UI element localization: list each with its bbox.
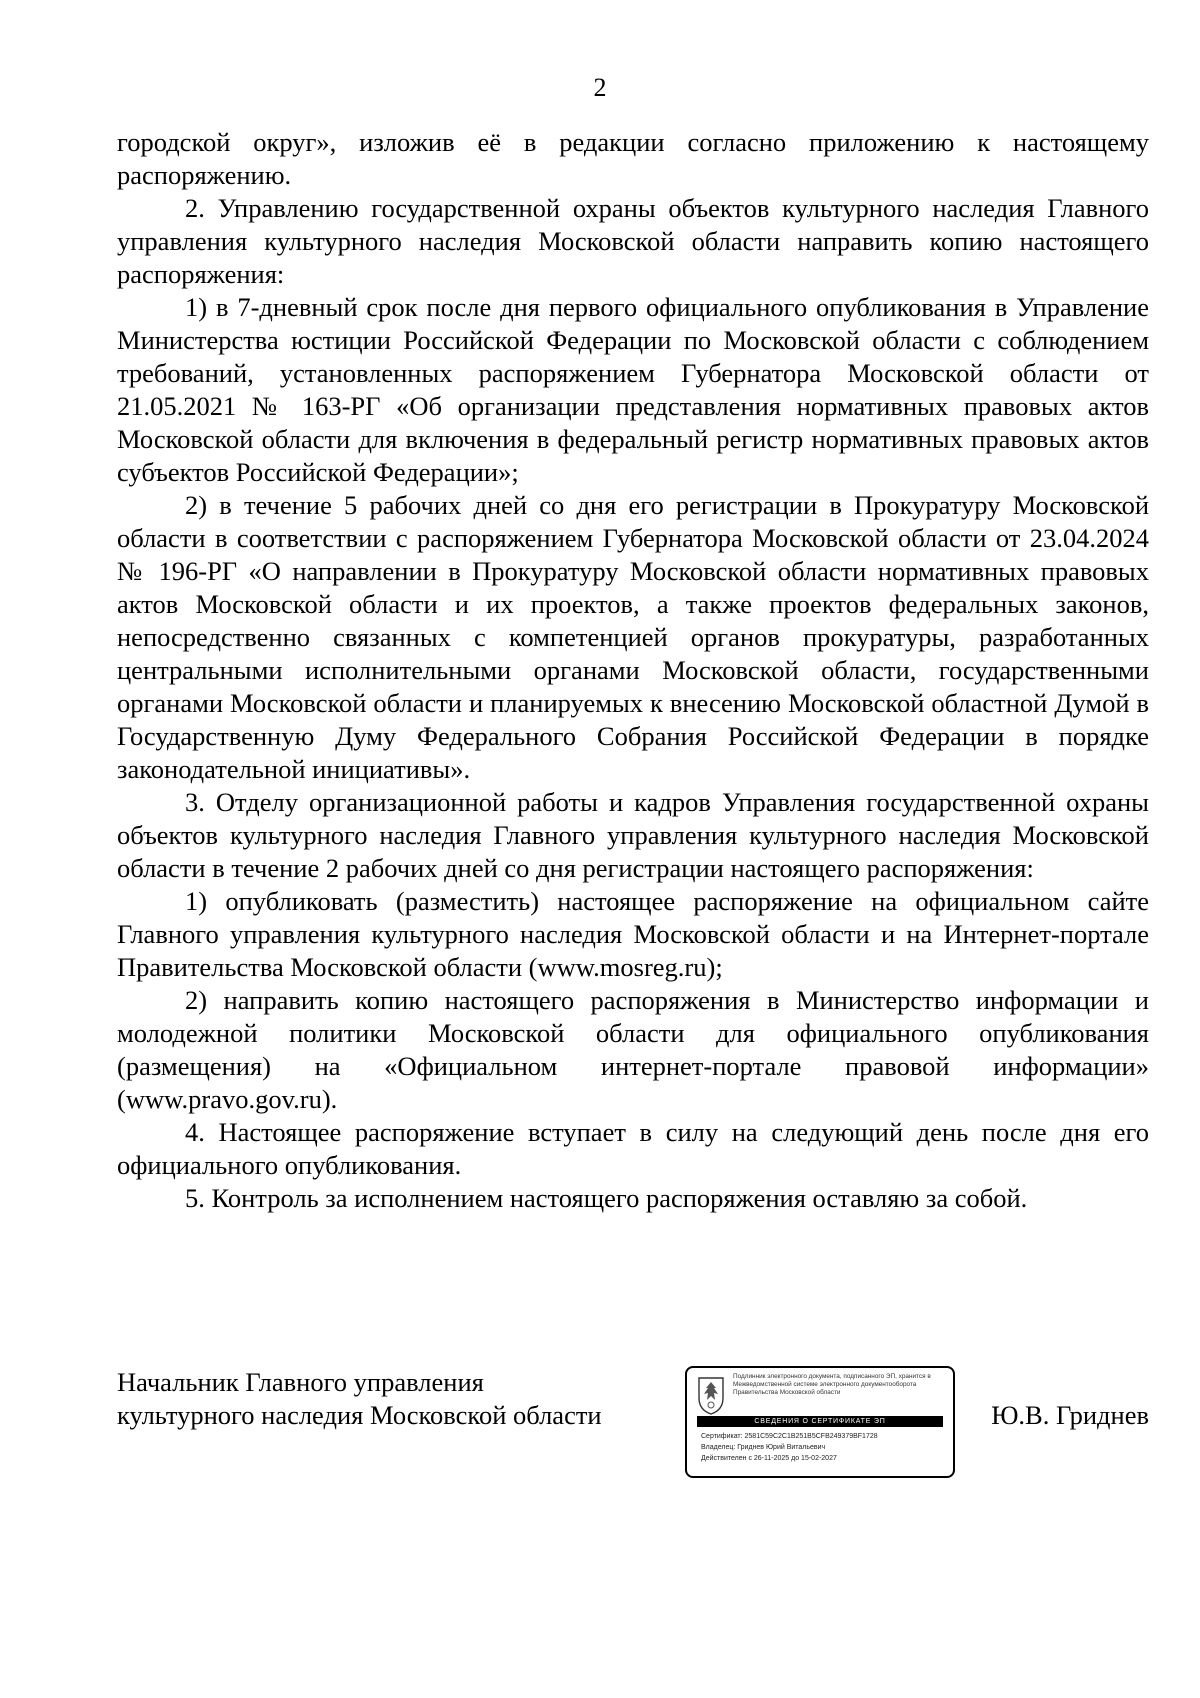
paragraph: 2. Управлению государственной охраны объектов культурного наследия Главного управления культурного наследия Московской области направить копию настоящего распоряжения: (117, 193, 1149, 289)
paragraph: 1) в 7-дневный срок после дня первого официального опубликования в Управление Министерства юстиции Российской Федерации по Московской области с соблюдением требований, установленных распоряжением Губернатора Московской области от 21.05.2021 № 163-РГ «Об организации представления нормативных правовых актов Московской области для включения в федеральный регистр нормативных правовых актов субъектов Российской Федерации»; (117, 292, 1149, 487)
paragraph: 4. Настоящее распоряжение вступает в силу на следующий день после дня его официального опубликования. (117, 1117, 1149, 1180)
stamp-title: СВЕДЕНИЯ О СЕРТИФИКАТЕ ЭП (697, 1416, 943, 1427)
paragraph: 2) в течение 5 рабочих дней со дня его регистрации в Прокуратуру Московской области в соответствии с распоряжением Губернатора Московской области от 23.04.2024 № 196-РГ «О направлении в Прокуратуру Московской области нормативных правовых актов Московской области и их проектов, а также проектов федеральных законов, непосредственно связанных с компетенцией органов прокуратуры, разработанных центральными исполнительными органами Московской области, государственными органами Московской области и планируемых к внесению Московской областной Думой в Государственную Думу Федерального Собрания Российской Федерации в порядке законодательной инициативы». (117, 490, 1149, 784)
stamp-validity: Действителен с 26-11-2025 до 15-02-2027 (701, 1455, 837, 1462)
signer-position (117, 1366, 677, 1432)
stamp-owner: Владелец: Гриднев Юрий Витальевич (701, 1444, 826, 1451)
paragraph: 2) направить копию настоящего распоряжения в Министерство информации и молодежной политики Московской области для официального опубликования (размещения) на «Официальном интернет-портале правовой информации» (www.pravo.gov.ru). (117, 985, 1149, 1114)
signer-position-line: культурного наследия Московской области (117, 1400, 602, 1430)
signer-position-line: Начальник Главного управления (117, 1367, 484, 1397)
signer-name: Ю.В. Гриднев (991, 1400, 1149, 1430)
paragraph: 5. Контроль за исполнением настоящего распоряжения оставляю за собой. (185, 1183, 1028, 1213)
stamp-certificate: Сертификат: 2581C59C2C1B251B5CFB249379BF1728 (701, 1433, 878, 1440)
paragraph: 1) опубликовать (разместить) настоящее распоряжение на официальном сайте Главного управления культурного наследия Московской области и на Интернет-портале Правительства Московской области (www.mosreg.ru); (117, 886, 1149, 982)
paragraph: 3. Отделу организационной работы и кадров Управления государственной охраны объектов культурного наследия Главного управления культурного наследия Московской области в течение 2 рабочих дней со дня регистрации настоящего распоряжения: (117, 787, 1149, 883)
document-body (117, 126, 1149, 1215)
coat-of-arms-icon (695, 1374, 727, 1416)
paragraph: городской округ», изложив её в редакции согласно приложению к настоящему распоряжению. (117, 127, 1149, 190)
page-number: 2 (593, 73, 607, 102)
signature-block (117, 1366, 1149, 1486)
electronic-signature-stamp (685, 1366, 955, 1478)
stamp-header: Подлинник электронного документа, подписанного ЭП, хранится в Межведомственной системе электронного документооборота Правительства Московской области (733, 1373, 931, 1396)
